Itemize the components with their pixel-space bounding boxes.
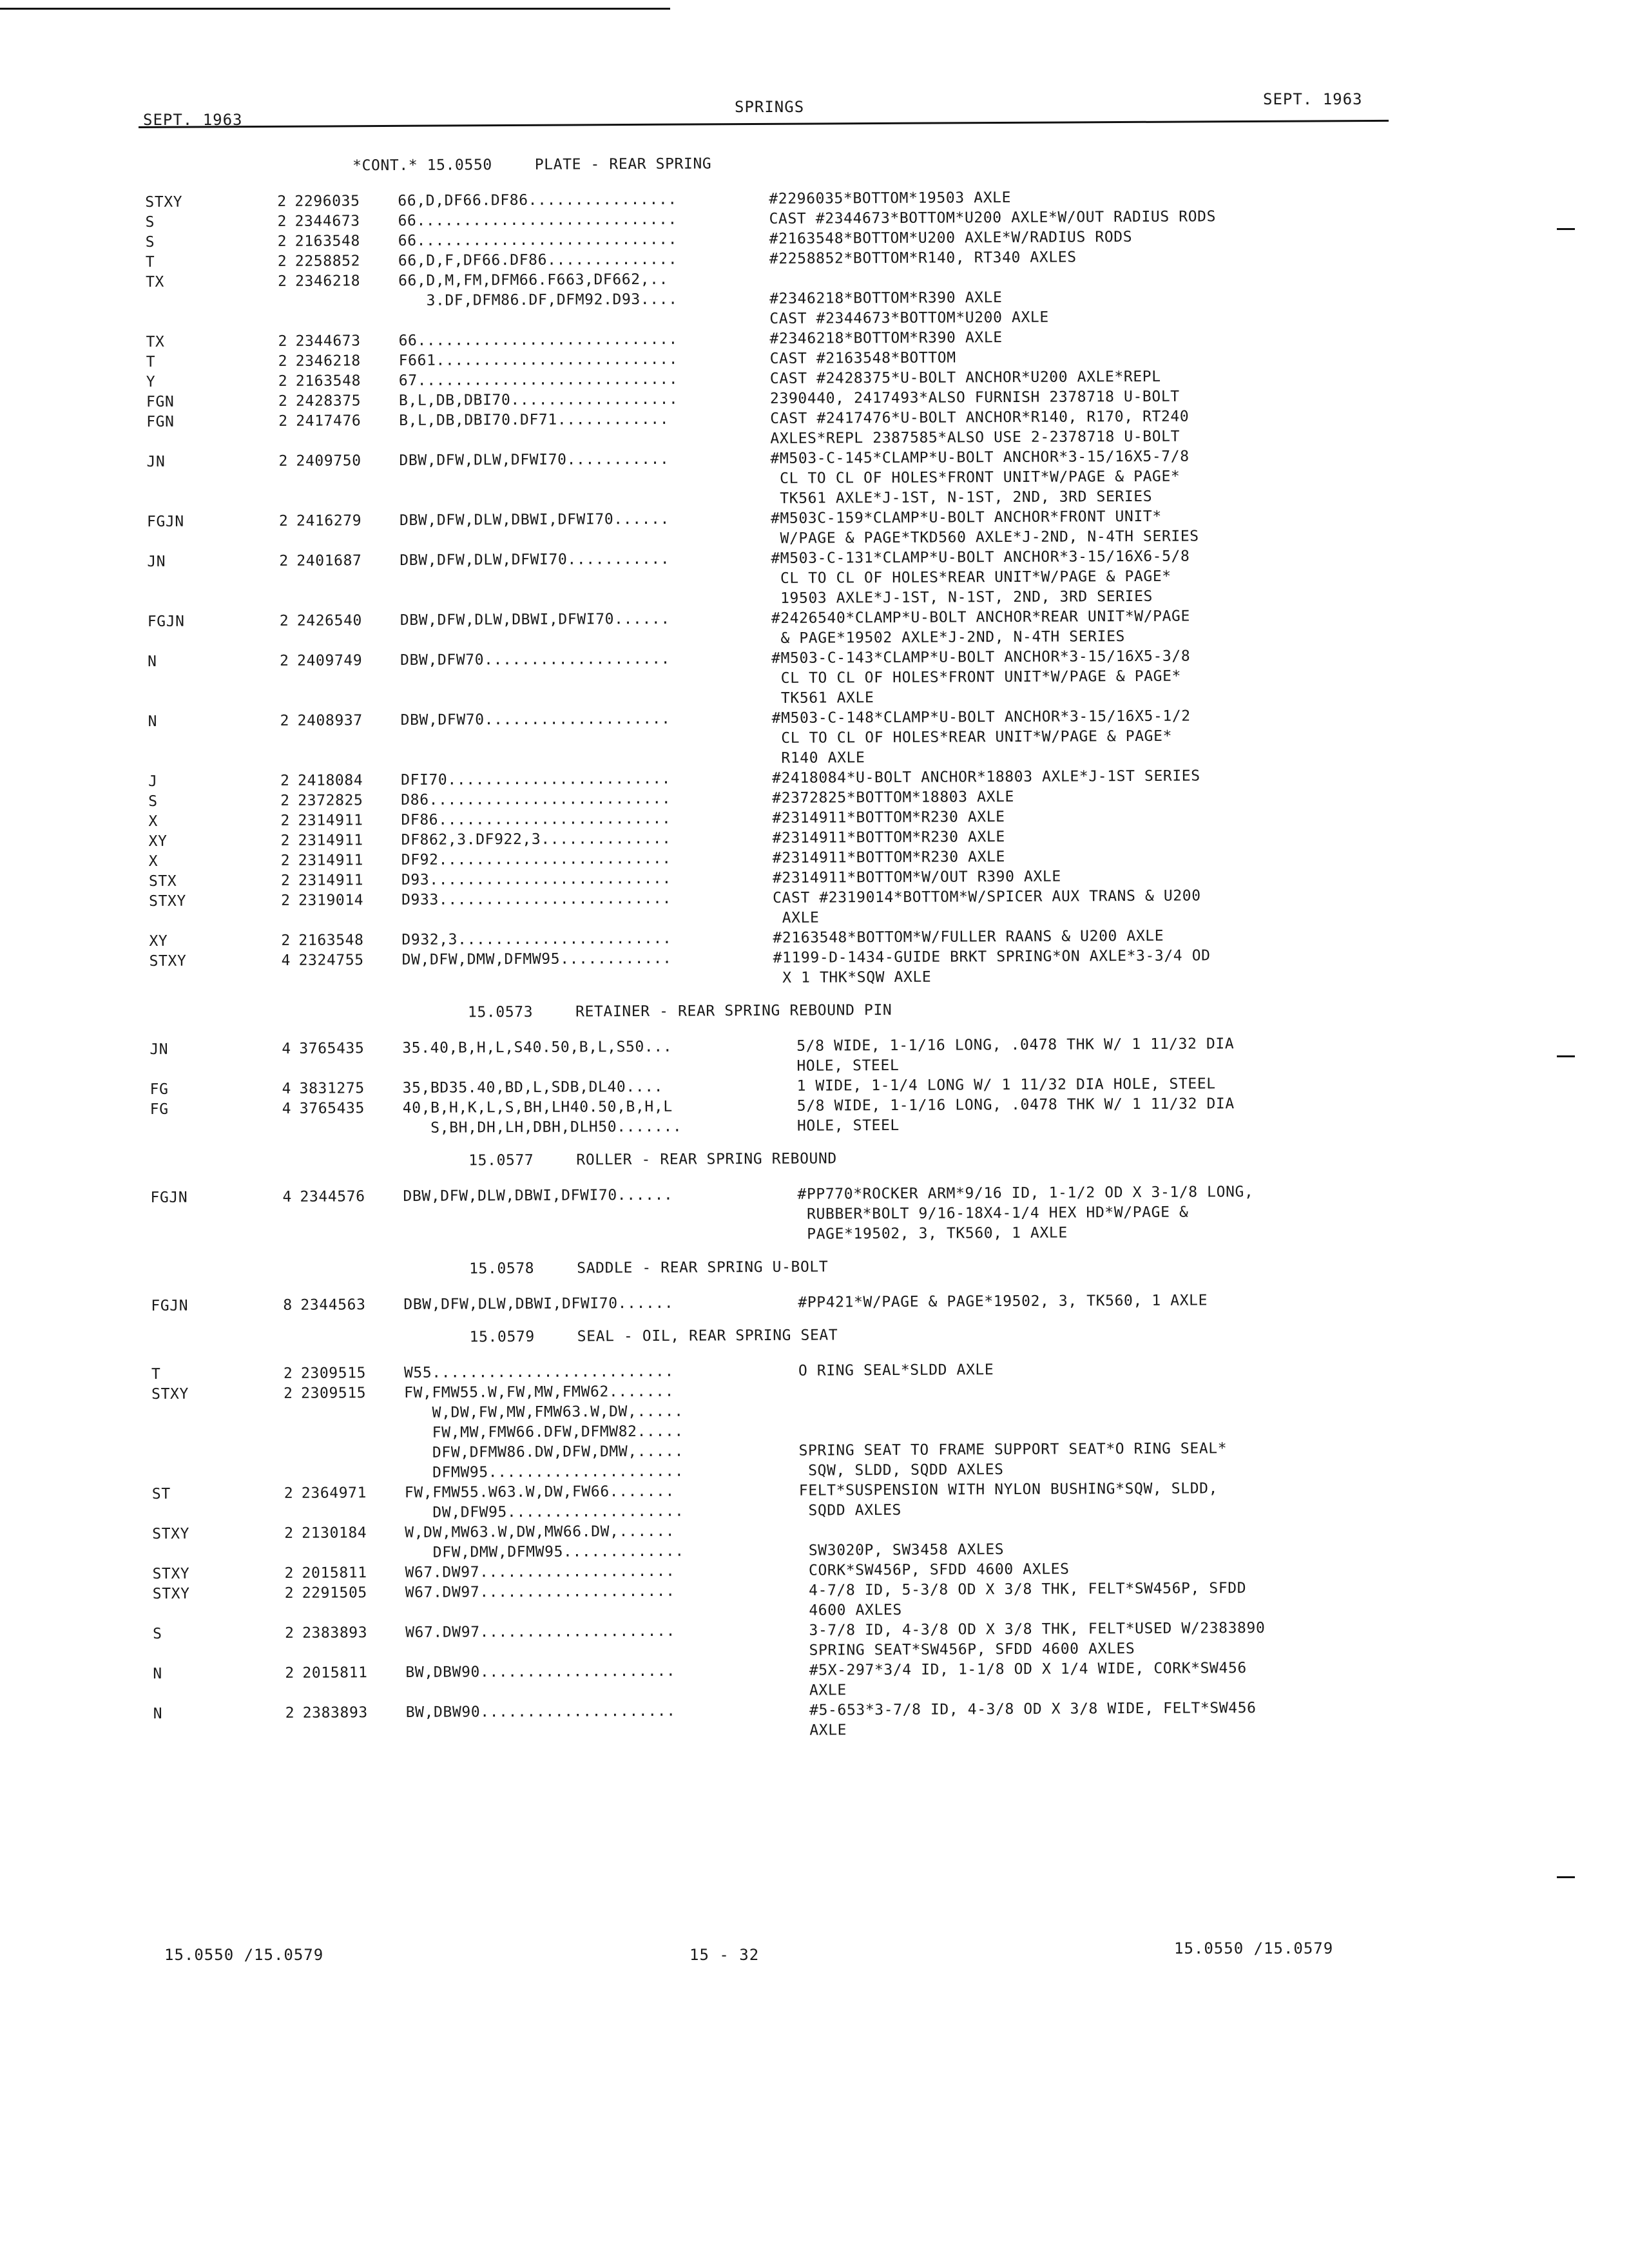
application-models: 67............................ [398, 370, 679, 389]
table-row [147, 506, 1391, 552]
application-models: 66,D,M,FM,DFM66.F663,DF662,.. [398, 271, 669, 289]
part-number: 2015811 [302, 1564, 367, 1582]
section-name: ROLLER - REAR SPRING REBOUND [576, 1150, 837, 1169]
part-description: #2346218*BOTTOM*R390 AXLE [769, 329, 1003, 347]
part-description: #2314911*BOTTOM*R230 AXLE [772, 809, 1005, 827]
margin-mark [1557, 228, 1575, 230]
part-description: CAST #2344673*BOTTOM*U200 AXLE [769, 309, 1049, 327]
part-number: 2309515 [300, 1365, 367, 1382]
model-codes: T [151, 1365, 161, 1383]
part-number: 2418084 [298, 772, 363, 789]
quantity: 8 [283, 1296, 293, 1314]
application-models: W,DW,FW,MW,FMW63.W,DW,..... [404, 1403, 684, 1421]
model-codes: FGN [146, 393, 175, 410]
part-number: 2291505 [302, 1584, 367, 1602]
application-models: DFMW95..................... [404, 1463, 684, 1481]
model-codes: TX [145, 273, 165, 291]
section-number: 15.0573 [467, 1003, 534, 1021]
part-description: CAST #2428375*U-BOLT ANCHOR*U200 AXLE*REPL [769, 368, 1161, 387]
quantity: 2 [284, 1624, 294, 1642]
part-description: 5/8 WIDE, 1-1/16 LONG, .0478 THK W/ 1 11/32 DIA [796, 1035, 1235, 1055]
model-codes: Y [146, 373, 156, 390]
model-codes: STXY [152, 1585, 190, 1602]
table-row [146, 446, 1390, 512]
part-description: PAGE*19502, 3, TK560, 1 AXLE [797, 1224, 1068, 1243]
part-description: SQDD AXLES [798, 1501, 902, 1519]
application-models: 66............................ [398, 231, 678, 249]
part-description: AXLES*REPL 2387585*ALSO USE 2-2378718 U-BOLT [770, 428, 1181, 447]
part-number: 2314911 [298, 812, 363, 829]
part-number: 2383893 [302, 1704, 368, 1722]
part-description: #PP770*ROCKER ARM*9/16 ID, 1-1/2 OD X 3-1/8 LONG, [797, 1184, 1254, 1203]
part-number: 2364971 [301, 1485, 367, 1502]
part-description: #2346218*BOTTOM*R390 AXLE [769, 289, 1003, 307]
part-number: 2372825 [298, 792, 363, 809]
section [145, 151, 1393, 992]
part-description: CAST #2344673*BOTTOM*U200 AXLE*W/OUT RADIUS RODS [769, 208, 1217, 227]
table-row [146, 406, 1390, 452]
section [150, 1146, 1394, 1248]
part-description: SPRING SEAT TO FRAME SUPPORT SEAT*O RING SEAL* [798, 1440, 1228, 1459]
model-codes: XY [149, 932, 168, 950]
part-description: X 1 THK*SQW AXLE [773, 968, 932, 986]
table-row [151, 1378, 1396, 1485]
application-models: 35.40,B,H,L,S40.50,B,L,S50... [402, 1038, 673, 1057]
part-description: CL TO CL OF HOLES*FRONT UNIT*W/PAGE & PAGE* [770, 468, 1181, 487]
table-row [149, 945, 1393, 992]
application-models: 66............................ [398, 211, 678, 229]
quantity: 2 [277, 213, 287, 230]
model-codes: XY [148, 832, 168, 850]
part-number: 2416279 [296, 512, 362, 530]
part-description: 4-7/8 ID, 5-3/8 OD X 3/8 THK, FELT*SW456P, SFDD [799, 1580, 1247, 1599]
part-number: 2401687 [296, 552, 362, 570]
table-row [149, 885, 1393, 932]
part-number: 3765435 [299, 1040, 365, 1057]
section [151, 1254, 1394, 1316]
section [149, 998, 1394, 1140]
part-number: 2346218 [295, 352, 361, 370]
application-models: BW,DBW90..................... [405, 1702, 676, 1721]
part-description: CL TO CL OF HOLES*FRONT UNIT*W/PAGE & PAGE* [771, 668, 1182, 687]
header-date-left: SEPT. 1963 [143, 111, 243, 129]
part-description: R140 AXLE [771, 749, 865, 767]
model-codes: N [153, 1665, 162, 1682]
part-number: 2314911 [298, 832, 363, 849]
part-number: 2344563 [300, 1296, 366, 1314]
quantity: 2 [280, 772, 290, 789]
application-models: D86.......................... [401, 790, 671, 809]
page-title: SPRINGS [735, 98, 805, 116]
quantity: 2 [284, 1584, 294, 1602]
part-description: #2314911*BOTTOM*W/OUT R390 AXLE [772, 868, 1061, 887]
part-number: 2426540 [296, 612, 363, 629]
model-codes: STXY [149, 952, 187, 970]
quantity: 2 [278, 452, 289, 470]
quantity: 2 [285, 1664, 294, 1682]
model-codes: STXY [151, 1385, 189, 1403]
part-number: 2344673 [295, 332, 361, 350]
application-models: FW,MW,FMW66.DFW,DFMW82..... [404, 1423, 684, 1441]
part-description: #5-653*3-7/8 ID, 4-3/8 OD X 3/8 WIDE, FELT*SW456 [800, 1700, 1257, 1719]
part-number: 2296035 [294, 193, 360, 210]
part-number: 2163548 [295, 372, 361, 390]
section-title [151, 1254, 1394, 1281]
quantity: 2 [284, 1524, 294, 1542]
part-description: #2314911*BOTTOM*R230 AXLE [772, 829, 1005, 847]
application-models: DBW,DFW,DLW,DBWI,DFWI70...... [399, 510, 670, 529]
table-row [151, 1290, 1394, 1316]
part-number: 2163548 [294, 233, 360, 250]
section-title [149, 998, 1393, 1024]
part-description: 4600 AXLES [799, 1601, 902, 1619]
part-number: 3831275 [299, 1080, 365, 1097]
part-description: AXLE [773, 909, 820, 927]
part-number: 2319014 [298, 892, 364, 909]
part-description: #2314911*BOTTOM*R230 AXLE [772, 849, 1005, 867]
quantity: 2 [278, 512, 289, 530]
part-number: 2314911 [298, 852, 363, 869]
part-description: SPRING SEAT*SW456P, SFDD 4600 AXLES [800, 1640, 1135, 1659]
parts-list [145, 147, 1397, 1757]
table-row [148, 606, 1391, 652]
model-codes: FGJN [147, 613, 185, 630]
model-codes: STXY [149, 892, 186, 910]
part-number: 2346218 [294, 273, 361, 290]
section-title [151, 1323, 1395, 1349]
quantity: 2 [281, 892, 291, 909]
quantity: 2 [280, 792, 290, 809]
model-codes: FGJN [151, 1297, 189, 1314]
model-codes: FG [149, 1100, 169, 1118]
section-number: *CONT.* 15.0550 [352, 157, 492, 175]
quantity: 2 [278, 392, 288, 410]
header-date-right: SEPT. 1963 [1263, 90, 1363, 108]
part-description: #2426540*CLAMP*U-BOLT ANCHOR*REAR UNIT*W/PAGE [771, 608, 1190, 627]
part-description: #M503-C-145*CLAMP*U-BOLT ANCHOR*3-15/16X5-7/8 [770, 448, 1190, 467]
application-models: DW,DFW,DMW,DFMW95............ [401, 950, 672, 968]
application-models: 35,BD35.40,BD,L,SDB,DL40.... [402, 1078, 664, 1097]
quantity: 2 [279, 612, 289, 629]
model-codes: N [153, 1705, 163, 1722]
model-codes: T [146, 353, 156, 370]
model-codes: STX [148, 872, 177, 890]
application-models: W,DW,MW63.W,DW,MW66.DW,...... [405, 1523, 675, 1541]
part-number: 2130184 [302, 1524, 367, 1542]
part-number: 2383893 [302, 1624, 368, 1642]
model-codes: FGN [146, 413, 175, 430]
quantity: 2 [277, 253, 287, 270]
part-number: 2324755 [298, 952, 364, 969]
table-row [150, 1093, 1394, 1140]
quantity: 2 [278, 412, 288, 430]
application-models: 66,D,F,DF66.DF86.............. [398, 251, 678, 269]
section-name: RETAINER - REAR SPRING REBOUND PIN [575, 1001, 892, 1021]
quantity: 2 [284, 1485, 294, 1502]
part-description: #2163548*BOTTOM*U200 AXLE*W/RADIUS RODS [769, 228, 1133, 247]
application-models: DBW,DFW70.................... [400, 710, 671, 729]
part-number: 2015811 [302, 1664, 368, 1682]
quantity: 2 [277, 273, 287, 290]
model-codes: STXY [152, 1565, 190, 1582]
table-row [147, 546, 1391, 612]
section-name: SADDLE - REAR SPRING U-BOLT [577, 1258, 829, 1277]
table-row [153, 1618, 1396, 1664]
part-description: SW3020P, SW3458 AXLES [799, 1541, 1005, 1559]
model-codes: S [145, 213, 155, 231]
application-models: D932,3....................... [401, 930, 672, 948]
application-models: DF862,3.DF922,3.............. [401, 830, 671, 849]
section-number: 15.0579 [469, 1328, 535, 1346]
application-models: DFW,DMW,DFMW95............. [405, 1542, 684, 1561]
part-number: 2163548 [298, 932, 364, 949]
part-number: 2258852 [294, 253, 361, 270]
margin-mark [1557, 1055, 1575, 1057]
part-description: #5X-297*3/4 ID, 1-1/8 OD X 1/4 WIDE, CORK*SW456 [800, 1660, 1247, 1679]
table-row [149, 1033, 1393, 1080]
quantity: 4 [282, 1040, 291, 1057]
part-description: #M503-C-143*CLAMP*U-BOLT ANCHOR*3-15/16X5-3/8 [771, 648, 1191, 667]
top-edge-line [0, 8, 670, 10]
application-models: FW,FMW55.W,FW,MW,FMW62....... [404, 1383, 675, 1401]
part-number: 2408937 [297, 712, 363, 729]
model-codes: S [148, 793, 158, 810]
model-codes: N [148, 713, 158, 730]
model-codes: S [152, 1625, 162, 1642]
quantity: 2 [283, 1365, 293, 1382]
model-codes: FGJN [150, 1189, 188, 1206]
model-codes: JN [147, 553, 166, 570]
model-codes: S [145, 233, 155, 251]
application-models: D933......................... [401, 890, 672, 908]
part-description: & PAGE*19502 AXLE*J-2ND, N-4TH SERIES [771, 628, 1126, 647]
application-models: W67.DW97..................... [405, 1622, 676, 1641]
margin-mark [1557, 1876, 1575, 1878]
quantity: 2 [280, 872, 291, 889]
application-models: DBW,DFW,DLW,DBWI,DFWI70...... [400, 610, 670, 629]
part-description: #2418084*U-BOLT ANCHOR*18803 AXLE*J-1ST SERIES [772, 767, 1200, 787]
application-models: DF92......................... [401, 850, 671, 869]
quantity: 2 [280, 832, 291, 849]
header-rule [139, 120, 1389, 128]
section [151, 1323, 1397, 1744]
part-description: #PP421*W/PAGE & PAGE*19502, 3, TK560, 1 AXLE [798, 1292, 1208, 1311]
application-models: W55.......................... [403, 1363, 674, 1381]
part-number: 2409749 [297, 652, 363, 669]
quantity: 2 [278, 332, 288, 350]
part-number: 2344576 [300, 1188, 365, 1206]
application-models: 66............................ [398, 331, 679, 349]
quantity: 2 [279, 552, 289, 570]
part-number: 2409750 [296, 452, 361, 470]
model-codes: FGJN [146, 513, 184, 530]
section-title [150, 1146, 1394, 1173]
part-description: 1 WIDE, 1-1/4 LONG W/ 1 11/32 DIA HOLE, STEEL [796, 1075, 1216, 1095]
application-models: F661.......................... [398, 351, 679, 369]
quantity: 4 [282, 1188, 293, 1206]
footer-range-left: 15.0550 /15.0579 [164, 1946, 324, 1964]
part-description: CAST #2417476*U-BOLT ANCHOR*R140, R170, RT240 [770, 408, 1190, 427]
application-models: DBW,DFW,DLW,DBWI,DFWI70...... [403, 1186, 673, 1205]
quantity: 2 [277, 193, 287, 210]
footer-range-right: 15.0550 /15.0579 [1174, 1939, 1334, 1957]
table-row [148, 646, 1391, 712]
quantity: 4 [282, 1100, 292, 1117]
application-models: DF86......................... [401, 810, 671, 829]
part-number: 3765435 [299, 1100, 365, 1117]
table-row [148, 706, 1392, 772]
part-number: 2417476 [296, 412, 361, 430]
quantity: 2 [285, 1704, 295, 1722]
quantity: 2 [278, 372, 288, 390]
application-models: S,BH,DH,LH,DBH,DLH50....... [402, 1118, 682, 1137]
model-codes: ST [151, 1485, 171, 1503]
table-row [153, 1578, 1396, 1624]
model-codes: JN [149, 1041, 169, 1058]
application-models: DFI70........................ [401, 770, 671, 789]
part-description: AXLE [800, 1722, 847, 1739]
application-models: D93.......................... [401, 870, 671, 889]
application-models: DFW,DFMW86.DW,DFW,DMW,..... [404, 1443, 684, 1461]
section-number: 15.0578 [469, 1260, 535, 1278]
model-codes: TX [146, 333, 165, 351]
model-codes: X [148, 852, 159, 870]
application-models: DBW,DFW70.................... [400, 650, 671, 669]
quantity: 2 [280, 812, 290, 829]
table-row [146, 266, 1389, 312]
table-row [152, 1478, 1396, 1524]
section-number: 15.0577 [468, 1151, 534, 1169]
model-codes: STXY [152, 1525, 190, 1542]
application-models: W67.DW97..................... [405, 1582, 675, 1601]
part-description: 2390440, 2417493*ALSO FURNISH 2378718 U-BOLT [769, 388, 1180, 407]
application-models: 3.DF,DFM86.DF,DFM92.D93.... [398, 291, 678, 309]
section-name: PLATE - REAR SPRING [534, 155, 712, 173]
application-models: 40,B,H,K,L,S,BH,LH40.50,B,H,L [402, 1098, 673, 1117]
table-row [153, 1658, 1396, 1704]
section-name: SEAL - OIL, REAR SPRING SEAT [577, 1327, 838, 1345]
part-description: HOLE, STEEL [796, 1057, 900, 1075]
part-description: #M503-C-131*CLAMP*U-BOLT ANCHOR*3-15/16X6-5/8 [771, 548, 1190, 567]
part-description: CAST #2163548*BOTTOM [769, 349, 956, 367]
application-models: B,L,DB,DBI70.DF71............ [399, 410, 670, 429]
part-description: SQW, SLDD, SQDD AXLES [798, 1461, 1004, 1479]
part-description: #M503-C-148*CLAMP*U-BOLT ANCHOR*3-15/16X5-1/2 [771, 707, 1191, 727]
part-number: 2314911 [298, 872, 364, 889]
application-models: DW,DFW95................... [404, 1503, 684, 1521]
quantity: 2 [280, 852, 291, 869]
section-title [145, 151, 1389, 177]
part-description: #2372825*BOTTOM*18803 AXLE [772, 788, 1014, 807]
part-description: #2258852*BOTTOM*R140, RT340 AXLES [769, 249, 1077, 267]
quantity: 4 [281, 952, 291, 969]
part-description: TK561 AXLE [771, 689, 874, 707]
part-description: #1199-D-1434-GUIDE BRKT SPRING*ON AXLE*3-3/4 OD [773, 947, 1211, 966]
table-row [152, 1518, 1396, 1564]
table-row [150, 1182, 1394, 1248]
part-description: AXLE [800, 1682, 847, 1699]
part-number: 2344673 [294, 213, 360, 230]
part-description: CL TO CL OF HOLES*REAR UNIT*W/PAGE & PAGE* [771, 568, 1171, 587]
quantity: 4 [282, 1080, 292, 1097]
quantity: 2 [280, 712, 290, 729]
part-description: CL TO CL OF HOLES*REAR UNIT*W/PAGE & PAGE* [771, 727, 1173, 747]
part-description: 3-7/8 ID, 4-3/8 OD X 3/8 THK, FELT*USED W/2383890 [799, 1619, 1266, 1639]
part-description: #M503C-159*CLAMP*U-BOLT ANCHOR*FRONT UNIT* [770, 508, 1162, 527]
application-models: 66,D,DF66.DF86................ [398, 191, 677, 209]
part-description: 19503 AXLE*J-1ST, N-1ST, 2ND, 3RD SERIES [771, 588, 1153, 607]
quantity: 2 [280, 652, 289, 669]
part-description: #2296035*BOTTOM*19503 AXLE [769, 189, 1012, 207]
quantity: 2 [278, 352, 288, 370]
application-models: DBW,DFW,DLW,DFWI70........... [399, 450, 670, 469]
part-number: 2428375 [295, 392, 361, 410]
application-models: BW,DBW90..................... [405, 1662, 676, 1681]
model-codes: JN [146, 453, 166, 470]
model-codes: STXY [145, 193, 183, 211]
part-description: RUBBER*BOLT 9/16-18X4-1/4 HEX HD*W/PAGE & [797, 1204, 1189, 1223]
application-models: DBW,DFW,DLW,DFWI70........... [400, 550, 670, 569]
table-row [153, 1698, 1397, 1744]
quantity: 2 [277, 233, 287, 250]
part-description: #2163548*BOTTOM*W/FULLER RAANS & U200 AXLE [773, 927, 1164, 947]
part-description: TK561 AXLE*J-1ST, N-1ST, 2ND, 3RD SERIES [770, 488, 1153, 507]
part-description: 5/8 WIDE, 1-1/16 LONG, .0478 THK W/ 1 11/32 DIA [796, 1095, 1235, 1115]
model-codes: FG [149, 1081, 169, 1098]
part-description: O RING SEAL*SLDD AXLE [798, 1361, 994, 1379]
application-models: DBW,DFW,DLW,DBWI,DFWI70...... [403, 1294, 674, 1313]
model-codes: X [148, 812, 158, 830]
part-description: CORK*SW456P, SFDD 4600 AXLES [799, 1561, 1070, 1579]
quantity: 2 [284, 1564, 294, 1582]
model-codes: J [148, 773, 158, 790]
application-models: FW,FMW55.W63.W,DW,FW66....... [404, 1483, 675, 1501]
page-number: 15 - 32 [689, 1946, 760, 1964]
quantity: 2 [281, 932, 291, 949]
model-codes: T [145, 253, 155, 271]
application-models: W67.DW97..................... [405, 1562, 675, 1581]
part-number: 2309515 [301, 1385, 367, 1402]
part-description: HOLE, STEEL [796, 1117, 900, 1135]
part-description: CAST #2319014*BOTTOM*W/SPICER AUX TRANS & U200 [772, 887, 1201, 907]
part-description: W/PAGE & PAGE*TKD560 AXLE*J-2ND, N-4TH SERIES [771, 528, 1199, 547]
part-description: FELT*SUSPENSION WITH NYLON BUSHING*SQW, SLDD, [798, 1480, 1219, 1499]
model-codes: N [148, 653, 157, 670]
application-models: B,L,DB,DBI70.................. [398, 390, 679, 409]
quantity: 2 [284, 1385, 293, 1402]
